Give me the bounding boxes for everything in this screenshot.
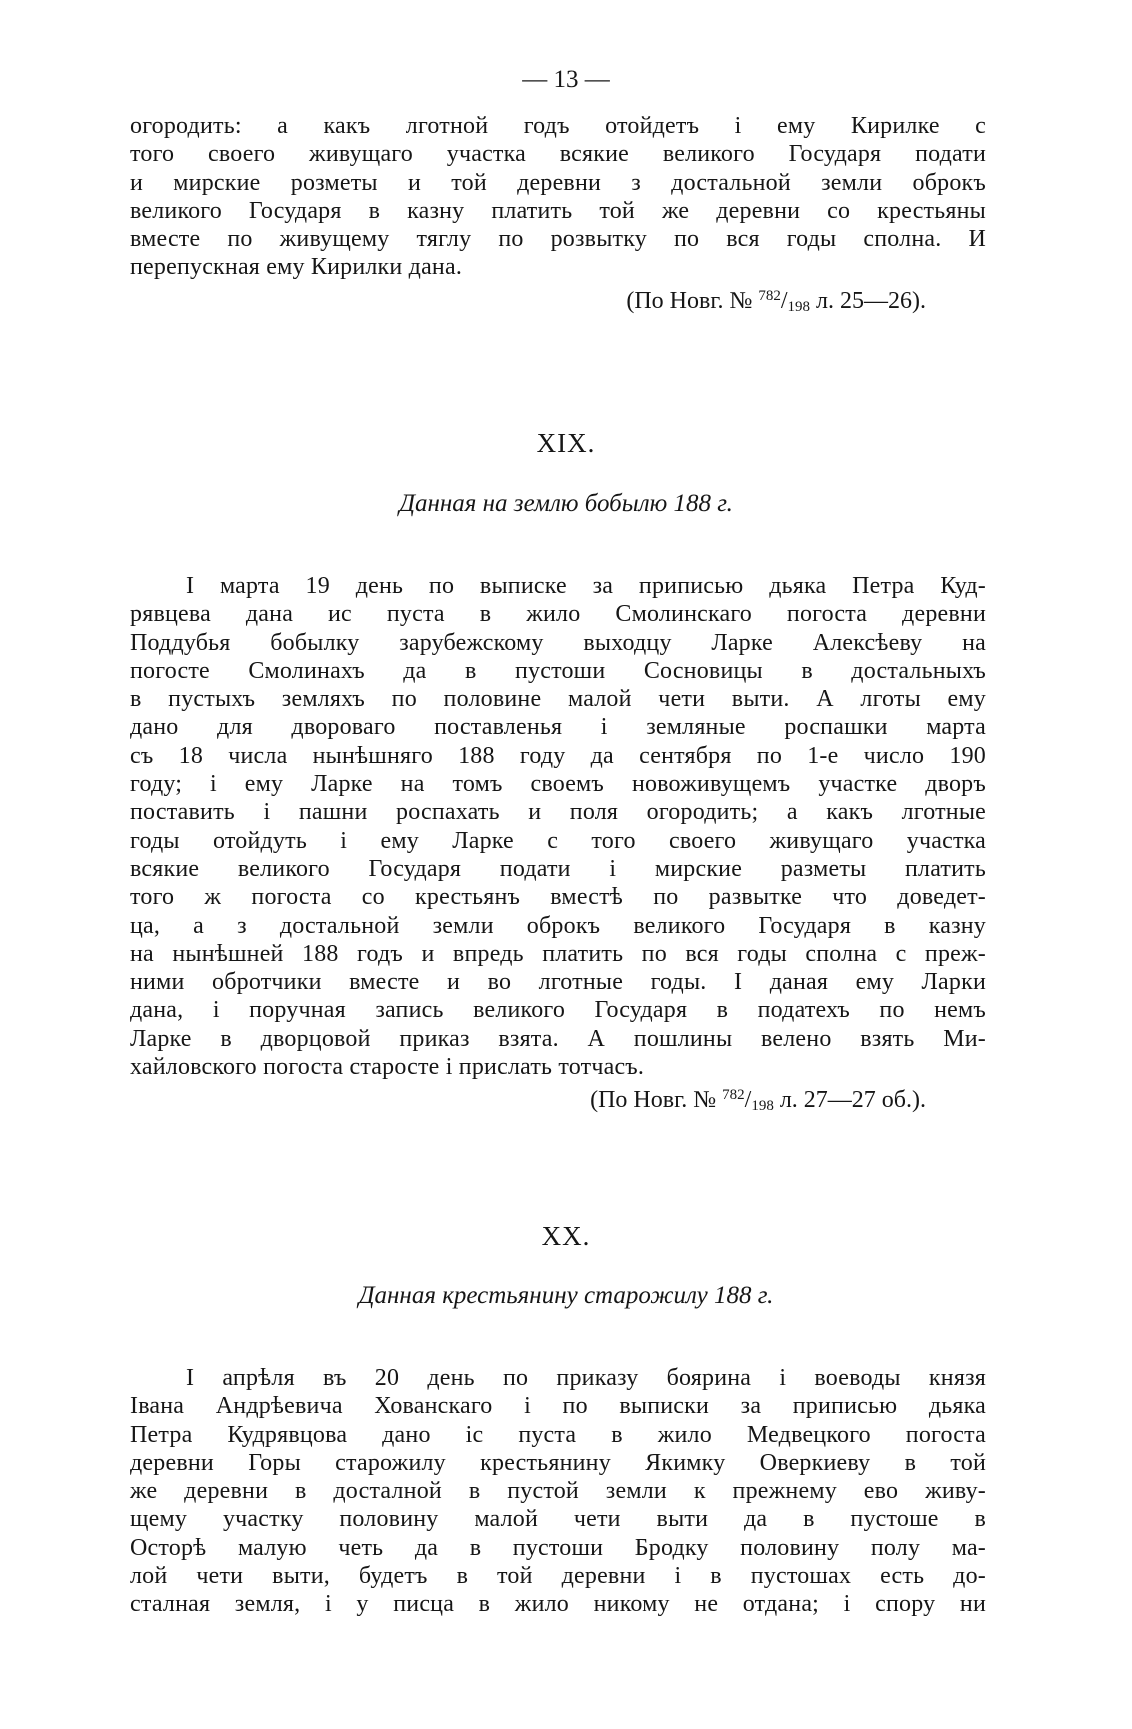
- section-title: Данная крестьянину старожилу 188 г.: [358, 1282, 774, 1309]
- citation-fraction-numerator: 782: [758, 287, 781, 304]
- text-line: Івана Андрѣевича Хованскаго і по выписки за приписью дьяка: [130, 1393, 986, 1420]
- text-line: Осторѣ малую четь да в пустоши Бродку половину полу ма-: [130, 1534, 986, 1561]
- text-line: хайловского погоста старосте і прислать тотчасъ.: [130, 1054, 645, 1081]
- text-line: щему участку половину малой чети выти да в пустоше в: [130, 1506, 986, 1533]
- text-line: деревни Горы старожилу крестьянину Якимку Оверкиеву в той: [130, 1449, 986, 1476]
- archive-citation: [130, 282, 986, 321]
- text-line: І марта 19 день по выписке за приписью дьяка Петра Куд-: [186, 573, 986, 599]
- text-line: всякие великого Государя подати і мирские разметы платить: [130, 855, 986, 882]
- text-line: того своего живущаго участка всякие великого Государя подати: [130, 141, 986, 168]
- text-line: дана, і поручная запись великого Государя в податехъ по немъ: [130, 997, 986, 1024]
- citation-suffix: л. 25—26).: [816, 287, 926, 314]
- text-line: году; і ему Ларке на томъ своемъ новоживущемъ участке дворъ: [130, 771, 986, 798]
- section-numeral: XX.: [541, 1221, 591, 1251]
- text-line: Поддубья бобылку зарубежскому выходцу Ларке Алексѣеву на: [130, 629, 986, 656]
- text-line: же деревни в досталной в пустой земли к прежнему ево живу-: [130, 1478, 986, 1505]
- text-line: І апрѣля въ 20 день по приказу боярина і воеводы князя: [186, 1365, 986, 1391]
- text-line: ними обротчики вместе и во лготные годы. І даная ему Ларки: [130, 969, 986, 996]
- text-line: съ 18 числа нынѣшняго 188 году да сентября по 1-е число 190: [130, 742, 986, 769]
- text-line: и мирские розметы и той деревни з достальной земли оброкъ: [130, 169, 986, 196]
- text-line: лой чети выти, будетъ в той деревни і в пустошах есть до-: [130, 1563, 986, 1590]
- text-line: Петра Кудрявцова дано іс пуста в жило Медвецкого погоста: [130, 1421, 986, 1448]
- archive-citation: [130, 1081, 986, 1120]
- section-paragraph: [130, 572, 986, 1121]
- text-line: великого Государя в казну платить той же деревни со крестьяны: [130, 197, 986, 224]
- text-line: того ж погоста со крестьянъ вместѣ по развытке что доведет-: [130, 884, 986, 911]
- text-line: поставить і пашни роспахать и поля огородить; а какъ лготные: [130, 799, 986, 826]
- citation-fraction-denominator: 198: [787, 298, 811, 315]
- citation-prefix: (По Новг. №: [626, 287, 753, 314]
- text-line: годы отойдуть і ему Ларке с того своего живущаго участка: [130, 827, 986, 854]
- text-line: дано для двороваго поставленья і земляные роспашки марта: [130, 714, 986, 741]
- text-line: ца, а з достальной земли оброкъ великого Государя в казну: [130, 912, 986, 939]
- intro-paragraph: [130, 112, 986, 321]
- section-title: Данная на землю бобылю 188 г.: [399, 490, 733, 517]
- text-line: на нынѣшней 188 годъ и впредь платить по вся годы сполна с преж-: [130, 940, 986, 967]
- text-line: в пустыхъ земляхъ по половине малой чети выти. А лготы ему: [130, 686, 986, 713]
- citation-fraction-slash: /: [744, 1087, 752, 1114]
- text-line: погосте Смолинахъ да в пустоши Сосновицы в достальныхъ: [130, 657, 986, 684]
- text-line: перепускная ему Кирилки дана.: [130, 254, 463, 281]
- page-number: — 13 —: [522, 66, 610, 93]
- citation-prefix: (По Новг. №: [590, 1087, 717, 1114]
- text-line: рявцева дана ис пуста в жило Смолинскаго погоста деревни: [130, 601, 986, 628]
- text-line: Ларке в дворцовой приказ взята. А пошлины велено взять Ми-: [130, 1025, 986, 1052]
- citation-suffix: л. 27—27 об.).: [779, 1087, 926, 1114]
- text-line: вместе по живущему тяглу по розвытку по вся годы сполна. И: [130, 226, 986, 253]
- section-numeral: XIX.: [536, 428, 596, 458]
- text-line: сталная земля, і у писца в жило никому не отдана; і спору ни: [130, 1591, 986, 1618]
- citation-fraction-numerator: 782: [722, 1087, 745, 1104]
- section-paragraph: [130, 1364, 986, 1619]
- citation-fraction-slash: /: [780, 287, 788, 314]
- text-line: огородить: а какъ лготной годъ отойдетъ і ему Кирилке с: [130, 113, 986, 139]
- citation-fraction-denominator: 198: [751, 1098, 774, 1115]
